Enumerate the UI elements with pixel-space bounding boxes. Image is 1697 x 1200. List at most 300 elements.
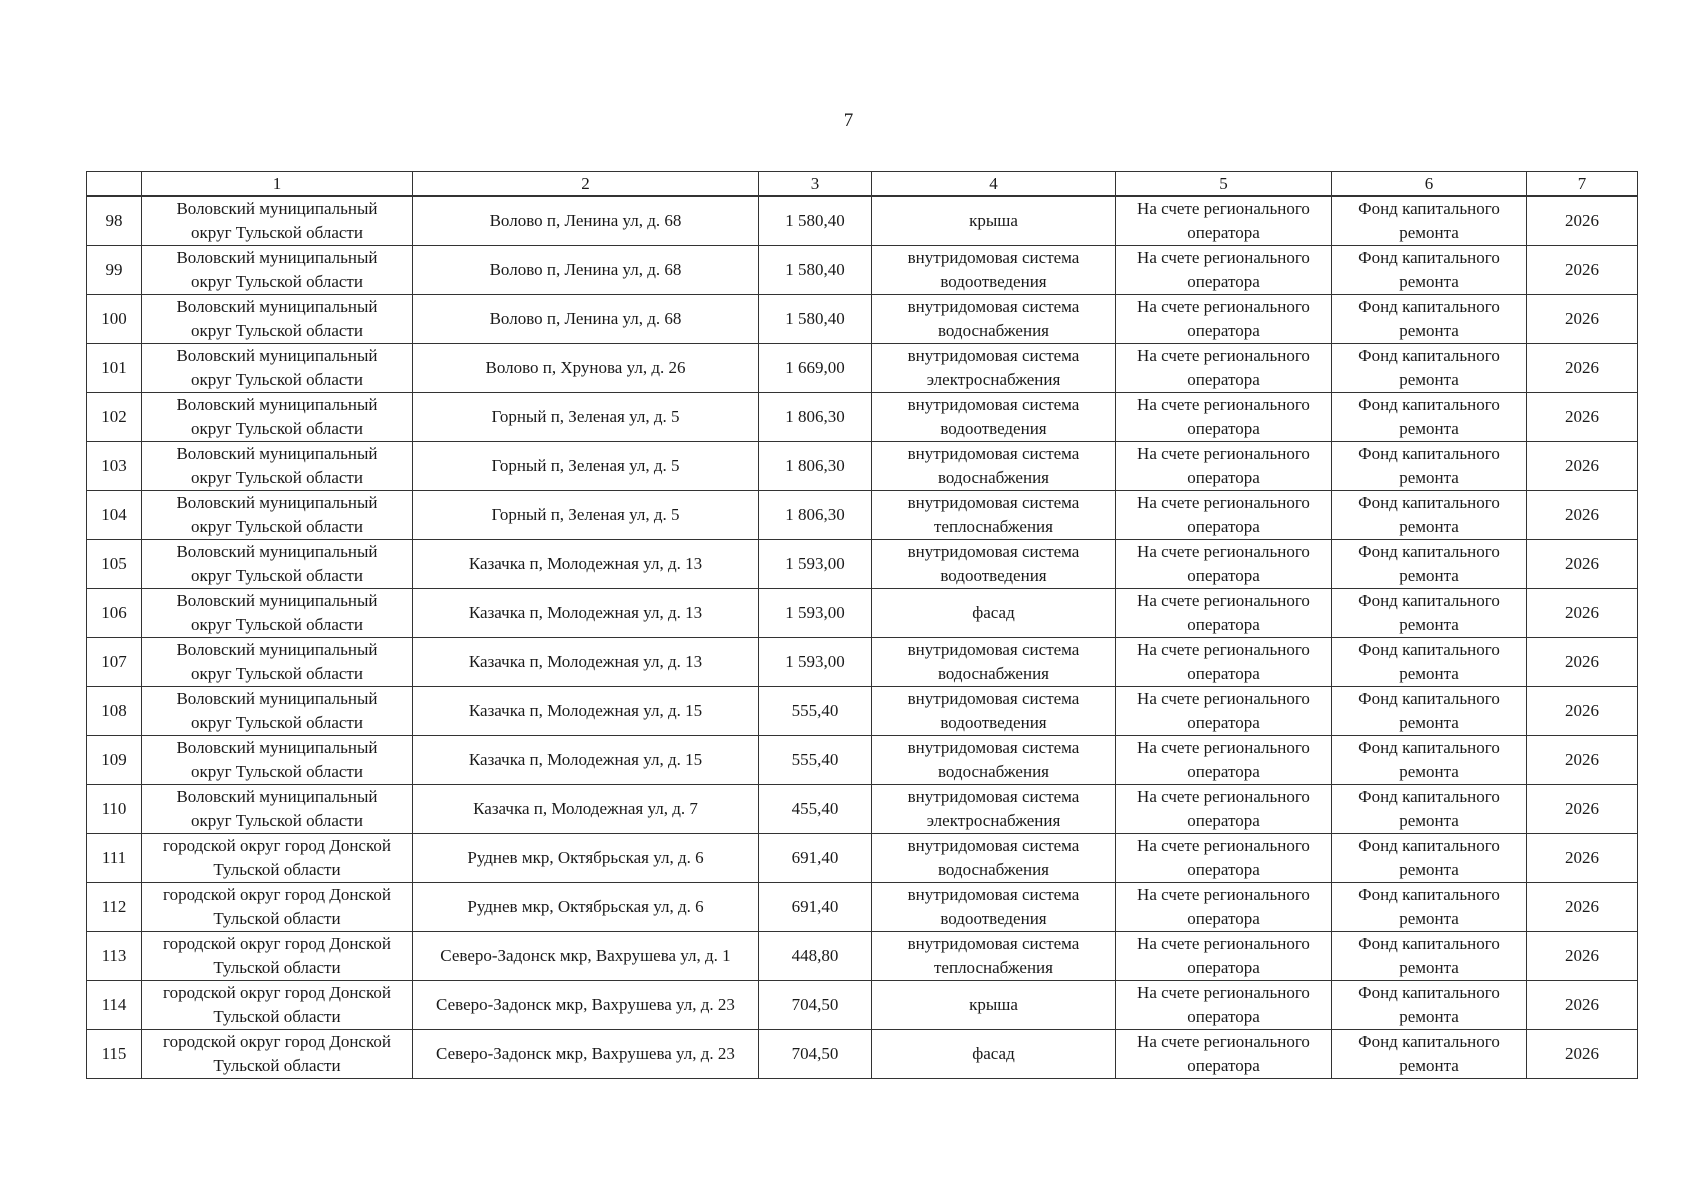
work-type-cell-line: водоотведения: [940, 909, 1047, 928]
work-type-cell: [872, 196, 1116, 246]
funding-source-cell-line: ремонта: [1399, 615, 1459, 634]
account-cell: [1116, 981, 1332, 1030]
area-cell: 691,40: [759, 883, 872, 932]
funding-source-cell-line: Фонд капитального: [1358, 934, 1500, 953]
year-cell: 2026: [1527, 196, 1638, 246]
year-cell: 2026: [1527, 1030, 1638, 1079]
area-cell: 704,50: [759, 981, 872, 1030]
funding-source-cell: [1332, 981, 1527, 1030]
area-cell: 691,40: [759, 834, 872, 883]
municipality-cell-line: Воловский муниципальный: [176, 248, 378, 267]
account-cell-line: оператора: [1187, 958, 1260, 977]
account-cell-line: На счете регионального: [1137, 640, 1310, 659]
work-type-cell-line: водоснабжения: [938, 664, 1049, 683]
account-cell: [1116, 736, 1332, 785]
account-cell: [1116, 246, 1332, 295]
municipality-cell-line: Воловский муниципальный: [176, 689, 378, 708]
work-type-cell-line: электроснабжения: [926, 370, 1061, 389]
work-type-cell-line: внутридомовая система: [907, 346, 1080, 365]
funding-source-cell-line: ремонта: [1399, 713, 1459, 732]
work-type-cell: [872, 344, 1116, 393]
funding-source-cell-line: ремонта: [1399, 664, 1459, 683]
work-type-cell: [872, 442, 1116, 491]
municipality-cell-line: городской округ город Донской: [163, 1032, 391, 1051]
work-type-cell-line: водоснабжения: [938, 860, 1049, 879]
row-number: 100: [87, 295, 142, 344]
municipality-cell: [142, 932, 413, 981]
municipality-cell: [142, 687, 413, 736]
work-type-cell-line: крыша: [969, 211, 1018, 230]
municipality-cell-line: Воловский муниципальный: [176, 297, 378, 316]
funding-source-cell-line: ремонта: [1399, 223, 1459, 242]
municipality-cell-line: Воловский муниципальный: [176, 591, 378, 610]
account-cell-line: оператора: [1187, 1007, 1260, 1026]
account-cell: [1116, 589, 1332, 638]
table-row: [87, 295, 1638, 344]
funding-source-cell-line: Фонд капитального: [1358, 542, 1500, 561]
account-cell-line: На счете регионального: [1137, 493, 1310, 512]
funding-source-cell-line: Фонд капитального: [1358, 346, 1500, 365]
account-cell-line: оператора: [1187, 811, 1260, 830]
municipality-cell-line: Воловский муниципальный: [176, 444, 378, 463]
account-cell-line: оператора: [1187, 615, 1260, 634]
table-row: [87, 1030, 1638, 1079]
year-cell: 2026: [1527, 932, 1638, 981]
table-row: [87, 932, 1638, 981]
row-number: 104: [87, 491, 142, 540]
work-type-cell: [872, 491, 1116, 540]
account-cell: [1116, 785, 1332, 834]
municipality-cell: [142, 246, 413, 295]
work-type-cell-line: внутридомовая система: [907, 640, 1080, 659]
funding-source-cell: [1332, 393, 1527, 442]
address-cell: Северо-Задонск мкр, Вахрушева ул, д. 23: [413, 1030, 759, 1079]
column-header-6: 6: [1332, 172, 1527, 197]
table-row: [87, 491, 1638, 540]
row-number: 113: [87, 932, 142, 981]
funding-source-cell: [1332, 491, 1527, 540]
area-cell: 1 580,40: [759, 295, 872, 344]
work-type-cell-line: внутридомовая система: [907, 787, 1080, 806]
municipality-cell: [142, 196, 413, 246]
address-cell: Северо-Задонск мкр, Вахрушева ул, д. 1: [413, 932, 759, 981]
funding-source-cell-line: Фонд капитального: [1358, 738, 1500, 757]
work-type-cell-line: фасад: [972, 603, 1015, 622]
municipality-cell-line: Тульской области: [213, 1007, 341, 1026]
funding-source-cell-line: Фонд капитального: [1358, 199, 1500, 218]
account-cell: [1116, 932, 1332, 981]
funding-source-cell: [1332, 687, 1527, 736]
work-type-cell: [872, 883, 1116, 932]
municipality-cell: [142, 442, 413, 491]
account-cell-line: оператора: [1187, 419, 1260, 438]
account-cell-line: На счете регионального: [1137, 787, 1310, 806]
account-cell: [1116, 1030, 1332, 1079]
row-number: 99: [87, 246, 142, 295]
area-cell: 1 593,00: [759, 589, 872, 638]
municipality-cell-line: Воловский муниципальный: [176, 787, 378, 806]
funding-source-cell-line: Фонд капитального: [1358, 444, 1500, 463]
area-cell: 1 669,00: [759, 344, 872, 393]
municipality-cell-line: Воловский муниципальный: [176, 493, 378, 512]
column-header-2: 2: [413, 172, 759, 197]
row-number: 98: [87, 196, 142, 246]
row-number: 110: [87, 785, 142, 834]
work-type-cell: [872, 687, 1116, 736]
column-header-3: 3: [759, 172, 872, 197]
funding-source-cell-line: Фонд капитального: [1358, 1032, 1500, 1051]
account-cell-line: оператора: [1187, 909, 1260, 928]
area-cell: 1 580,40: [759, 246, 872, 295]
address-cell: Казачка п, Молодежная ул, д. 13: [413, 589, 759, 638]
municipality-cell: [142, 638, 413, 687]
area-cell: 1 806,30: [759, 442, 872, 491]
funding-source-cell-line: ремонта: [1399, 762, 1459, 781]
work-type-cell-line: внутридомовая система: [907, 395, 1080, 414]
area-cell: 448,80: [759, 932, 872, 981]
address-cell: Казачка п, Молодежная ул, д. 15: [413, 687, 759, 736]
table-body: [87, 196, 1638, 1079]
account-cell: [1116, 344, 1332, 393]
table-row: [87, 393, 1638, 442]
work-type-cell-line: внутридомовая система: [907, 297, 1080, 316]
funding-source-cell-line: ремонта: [1399, 811, 1459, 830]
account-cell-line: оператора: [1187, 860, 1260, 879]
municipality-cell: [142, 344, 413, 393]
funding-source-cell-line: Фонд капитального: [1358, 836, 1500, 855]
address-cell: Волово п, Ленина ул, д. 68: [413, 295, 759, 344]
account-cell-line: На счете регионального: [1137, 444, 1310, 463]
year-cell: 2026: [1527, 981, 1638, 1030]
municipality-cell-line: Тульской области: [213, 1056, 341, 1075]
work-type-cell: [872, 246, 1116, 295]
municipality-cell-line: округ Тульской области: [191, 223, 363, 242]
funding-source-cell-line: ремонта: [1399, 958, 1459, 977]
work-type-cell-line: внутридомовая система: [907, 444, 1080, 463]
area-cell: 555,40: [759, 687, 872, 736]
funding-source-cell-line: ремонта: [1399, 517, 1459, 536]
year-cell: 2026: [1527, 344, 1638, 393]
row-number: 101: [87, 344, 142, 393]
account-cell-line: На счете регионального: [1137, 836, 1310, 855]
municipality-cell-line: Воловский муниципальный: [176, 542, 378, 561]
municipality-cell-line: городской округ город Донской: [163, 836, 391, 855]
funding-source-cell-line: Фонд капитального: [1358, 493, 1500, 512]
column-header-1: 1: [142, 172, 413, 197]
account-cell-line: оператора: [1187, 566, 1260, 585]
funding-source-cell-line: Фонд капитального: [1358, 885, 1500, 904]
row-number: 107: [87, 638, 142, 687]
municipality-cell: [142, 491, 413, 540]
funding-source-cell-line: ремонта: [1399, 1056, 1459, 1075]
municipality-cell: [142, 736, 413, 785]
municipality-cell-line: округ Тульской области: [191, 468, 363, 487]
work-type-cell: [872, 834, 1116, 883]
funding-source-cell-line: Фонд капитального: [1358, 689, 1500, 708]
funding-source-cell-line: ремонта: [1399, 272, 1459, 291]
account-cell-line: На счете регионального: [1137, 297, 1310, 316]
year-cell: 2026: [1527, 785, 1638, 834]
work-type-cell-line: крыша: [969, 995, 1018, 1014]
row-number: 115: [87, 1030, 142, 1079]
account-cell: [1116, 393, 1332, 442]
year-cell: 2026: [1527, 246, 1638, 295]
address-cell: Горный п, Зеленая ул, д. 5: [413, 442, 759, 491]
year-cell: 2026: [1527, 638, 1638, 687]
year-cell: 2026: [1527, 442, 1638, 491]
municipality-cell: [142, 981, 413, 1030]
address-cell: Волово п, Хрунова ул, д. 26: [413, 344, 759, 393]
table-row: [87, 687, 1638, 736]
year-cell: 2026: [1527, 589, 1638, 638]
funding-source-cell: [1332, 344, 1527, 393]
funding-source-cell: [1332, 196, 1527, 246]
account-cell-line: оператора: [1187, 272, 1260, 291]
account-cell: [1116, 196, 1332, 246]
row-number: 114: [87, 981, 142, 1030]
funding-source-cell: [1332, 295, 1527, 344]
work-type-cell: [872, 589, 1116, 638]
address-cell: Волово п, Ленина ул, д. 68: [413, 196, 759, 246]
municipality-cell-line: округ Тульской области: [191, 762, 363, 781]
account-cell-line: оператора: [1187, 762, 1260, 781]
funding-source-cell-line: ремонта: [1399, 860, 1459, 879]
funding-source-cell: [1332, 442, 1527, 491]
table-row: [87, 442, 1638, 491]
municipality-cell-line: Воловский муниципальный: [176, 346, 378, 365]
municipality-cell-line: округ Тульской области: [191, 517, 363, 536]
address-cell: Казачка п, Молодежная ул, д. 13: [413, 540, 759, 589]
account-cell-line: оператора: [1187, 664, 1260, 683]
funding-source-cell-line: ремонта: [1399, 321, 1459, 340]
work-type-cell: [872, 932, 1116, 981]
row-number: 103: [87, 442, 142, 491]
area-cell: 1 593,00: [759, 540, 872, 589]
row-number: 102: [87, 393, 142, 442]
funding-source-cell: [1332, 246, 1527, 295]
page-number: 7: [843, 110, 854, 131]
work-type-cell: [872, 540, 1116, 589]
work-type-cell-line: внутридомовая система: [907, 493, 1080, 512]
work-type-cell: [872, 736, 1116, 785]
account-cell-line: На счете регионального: [1137, 885, 1310, 904]
account-cell-line: На счете регионального: [1137, 346, 1310, 365]
column-number-row: [87, 172, 1638, 197]
work-type-cell-line: водоснабжения: [938, 762, 1049, 781]
account-cell-line: На счете регионального: [1137, 591, 1310, 610]
year-cell: 2026: [1527, 295, 1638, 344]
column-header-7: 7: [1527, 172, 1638, 197]
funding-source-cell: [1332, 540, 1527, 589]
work-type-cell-line: водоотведения: [940, 419, 1047, 438]
row-number: 109: [87, 736, 142, 785]
area-cell: 1 806,30: [759, 393, 872, 442]
funding-source-cell: [1332, 834, 1527, 883]
account-cell-line: На счете регионального: [1137, 689, 1310, 708]
account-cell: [1116, 834, 1332, 883]
area-cell: 455,40: [759, 785, 872, 834]
funding-source-cell-line: Фонд капитального: [1358, 591, 1500, 610]
municipality-cell-line: округ Тульской области: [191, 419, 363, 438]
address-cell: Северо-Задонск мкр, Вахрушева ул, д. 23: [413, 981, 759, 1030]
row-number: 111: [87, 834, 142, 883]
work-type-cell-line: водоотведения: [940, 566, 1047, 585]
work-type-cell: [872, 295, 1116, 344]
municipality-cell-line: округ Тульской области: [191, 566, 363, 585]
work-type-cell-line: фасад: [972, 1044, 1015, 1063]
municipality-cell-line: городской округ город Донской: [163, 983, 391, 1002]
work-type-cell: [872, 981, 1116, 1030]
work-type-cell: [872, 393, 1116, 442]
municipality-cell-line: округ Тульской области: [191, 272, 363, 291]
account-cell-line: На счете регионального: [1137, 248, 1310, 267]
year-cell: 2026: [1527, 393, 1638, 442]
account-cell-line: На счете регионального: [1137, 934, 1310, 953]
work-type-cell-line: водоснабжения: [938, 468, 1049, 487]
account-cell-line: оператора: [1187, 1056, 1260, 1075]
funding-source-cell-line: Фонд капитального: [1358, 395, 1500, 414]
table-row: [87, 344, 1638, 393]
work-type-cell-line: внутридомовая система: [907, 836, 1080, 855]
funding-source-cell: [1332, 638, 1527, 687]
account-cell-line: оператора: [1187, 468, 1260, 487]
work-type-cell-line: внутридомовая система: [907, 542, 1080, 561]
municipality-cell: [142, 1030, 413, 1079]
funding-source-cell-line: Фонд капитального: [1358, 297, 1500, 316]
row-number: 112: [87, 883, 142, 932]
year-cell: 2026: [1527, 540, 1638, 589]
area-cell: 1 806,30: [759, 491, 872, 540]
municipality-cell-line: Воловский муниципальный: [176, 395, 378, 414]
funding-source-cell-line: ремонта: [1399, 419, 1459, 438]
account-cell-line: оператора: [1187, 517, 1260, 536]
row-number: 105: [87, 540, 142, 589]
table-row: [87, 785, 1638, 834]
municipality-cell: [142, 295, 413, 344]
year-cell: 2026: [1527, 834, 1638, 883]
funding-source-cell-line: Фонд капитального: [1358, 983, 1500, 1002]
table-row: [87, 883, 1638, 932]
account-cell: [1116, 883, 1332, 932]
account-cell-line: На счете регионального: [1137, 983, 1310, 1002]
work-type-cell-line: внутридомовая система: [907, 885, 1080, 904]
work-type-cell-line: теплоснабжения: [934, 958, 1053, 977]
table-row: [87, 246, 1638, 295]
table-row: [87, 981, 1638, 1030]
municipality-cell-line: Воловский муниципальный: [176, 199, 378, 218]
account-cell-line: оператора: [1187, 223, 1260, 242]
account-cell-line: На счете регионального: [1137, 199, 1310, 218]
municipality-cell-line: городской округ город Донской: [163, 934, 391, 953]
year-cell: 2026: [1527, 491, 1638, 540]
year-cell: 2026: [1527, 736, 1638, 785]
municipality-cell-line: округ Тульской области: [191, 811, 363, 830]
column-header-4: 4: [872, 172, 1116, 197]
account-cell-line: оператора: [1187, 370, 1260, 389]
municipality-cell: [142, 589, 413, 638]
funding-source-cell-line: ремонта: [1399, 370, 1459, 389]
funding-source-cell-line: Фонд капитального: [1358, 248, 1500, 267]
address-cell: Руднев мкр, Октябрьская ул, д. 6: [413, 883, 759, 932]
work-type-cell-line: электроснабжения: [926, 811, 1061, 830]
funding-source-cell-line: Фонд капитального: [1358, 787, 1500, 806]
municipality-cell-line: округ Тульской области: [191, 664, 363, 683]
funding-source-cell: [1332, 932, 1527, 981]
account-cell-line: На счете регионального: [1137, 738, 1310, 757]
funding-source-cell: [1332, 1030, 1527, 1079]
address-cell: Горный п, Зеленая ул, д. 5: [413, 491, 759, 540]
funding-source-cell: [1332, 785, 1527, 834]
row-number: 106: [87, 589, 142, 638]
table-row: [87, 589, 1638, 638]
account-cell-line: оператора: [1187, 321, 1260, 340]
account-cell: [1116, 442, 1332, 491]
work-type-cell-line: внутридомовая система: [907, 248, 1080, 267]
municipality-cell: [142, 393, 413, 442]
area-cell: 1 580,40: [759, 196, 872, 246]
account-cell: [1116, 687, 1332, 736]
funding-source-cell-line: ремонта: [1399, 909, 1459, 928]
municipality-cell-line: округ Тульской области: [191, 615, 363, 634]
municipality-cell-line: Воловский муниципальный: [176, 738, 378, 757]
municipality-cell: [142, 834, 413, 883]
address-cell: Казачка п, Молодежная ул, д. 15: [413, 736, 759, 785]
work-type-cell-line: внутридомовая система: [907, 738, 1080, 757]
municipality-cell-line: Тульской области: [213, 958, 341, 977]
table-row: [87, 736, 1638, 785]
work-type-cell: [872, 638, 1116, 687]
address-cell: Казачка п, Молодежная ул, д. 13: [413, 638, 759, 687]
account-cell: [1116, 491, 1332, 540]
account-cell-line: оператора: [1187, 713, 1260, 732]
funding-source-cell-line: Фонд капитального: [1358, 640, 1500, 659]
account-cell-line: На счете регионального: [1137, 1032, 1310, 1051]
address-cell: Казачка п, Молодежная ул, д. 7: [413, 785, 759, 834]
year-cell: 2026: [1527, 883, 1638, 932]
year-cell: 2026: [1527, 687, 1638, 736]
work-type-cell: [872, 1030, 1116, 1079]
area-cell: 704,50: [759, 1030, 872, 1079]
address-cell: Волово п, Ленина ул, д. 68: [413, 246, 759, 295]
funding-source-cell: [1332, 589, 1527, 638]
column-header-5: 5: [1116, 172, 1332, 197]
table-row: [87, 638, 1638, 687]
municipality-cell-line: городской округ город Донской: [163, 885, 391, 904]
row-number: 108: [87, 687, 142, 736]
work-type-cell-line: водоотведения: [940, 713, 1047, 732]
repair-plan-table: [86, 171, 1638, 1079]
municipality-cell-line: Воловский муниципальный: [176, 640, 378, 659]
table-row: [87, 540, 1638, 589]
account-cell: [1116, 295, 1332, 344]
work-type-cell-line: внутридомовая система: [907, 689, 1080, 708]
municipality-cell-line: округ Тульской области: [191, 321, 363, 340]
municipality-cell-line: округ Тульской области: [191, 713, 363, 732]
work-type-cell-line: водоотведения: [940, 272, 1047, 291]
address-cell: Горный п, Зеленая ул, д. 5: [413, 393, 759, 442]
table-row: [87, 196, 1638, 246]
account-cell-line: На счете регионального: [1137, 395, 1310, 414]
municipality-cell-line: округ Тульской области: [191, 370, 363, 389]
area-cell: 555,40: [759, 736, 872, 785]
account-cell: [1116, 540, 1332, 589]
work-type-cell-line: теплоснабжения: [934, 517, 1053, 536]
funding-source-cell: [1332, 736, 1527, 785]
funding-source-cell: [1332, 883, 1527, 932]
table-row: [87, 834, 1638, 883]
account-cell: [1116, 638, 1332, 687]
funding-source-cell-line: ремонта: [1399, 566, 1459, 585]
